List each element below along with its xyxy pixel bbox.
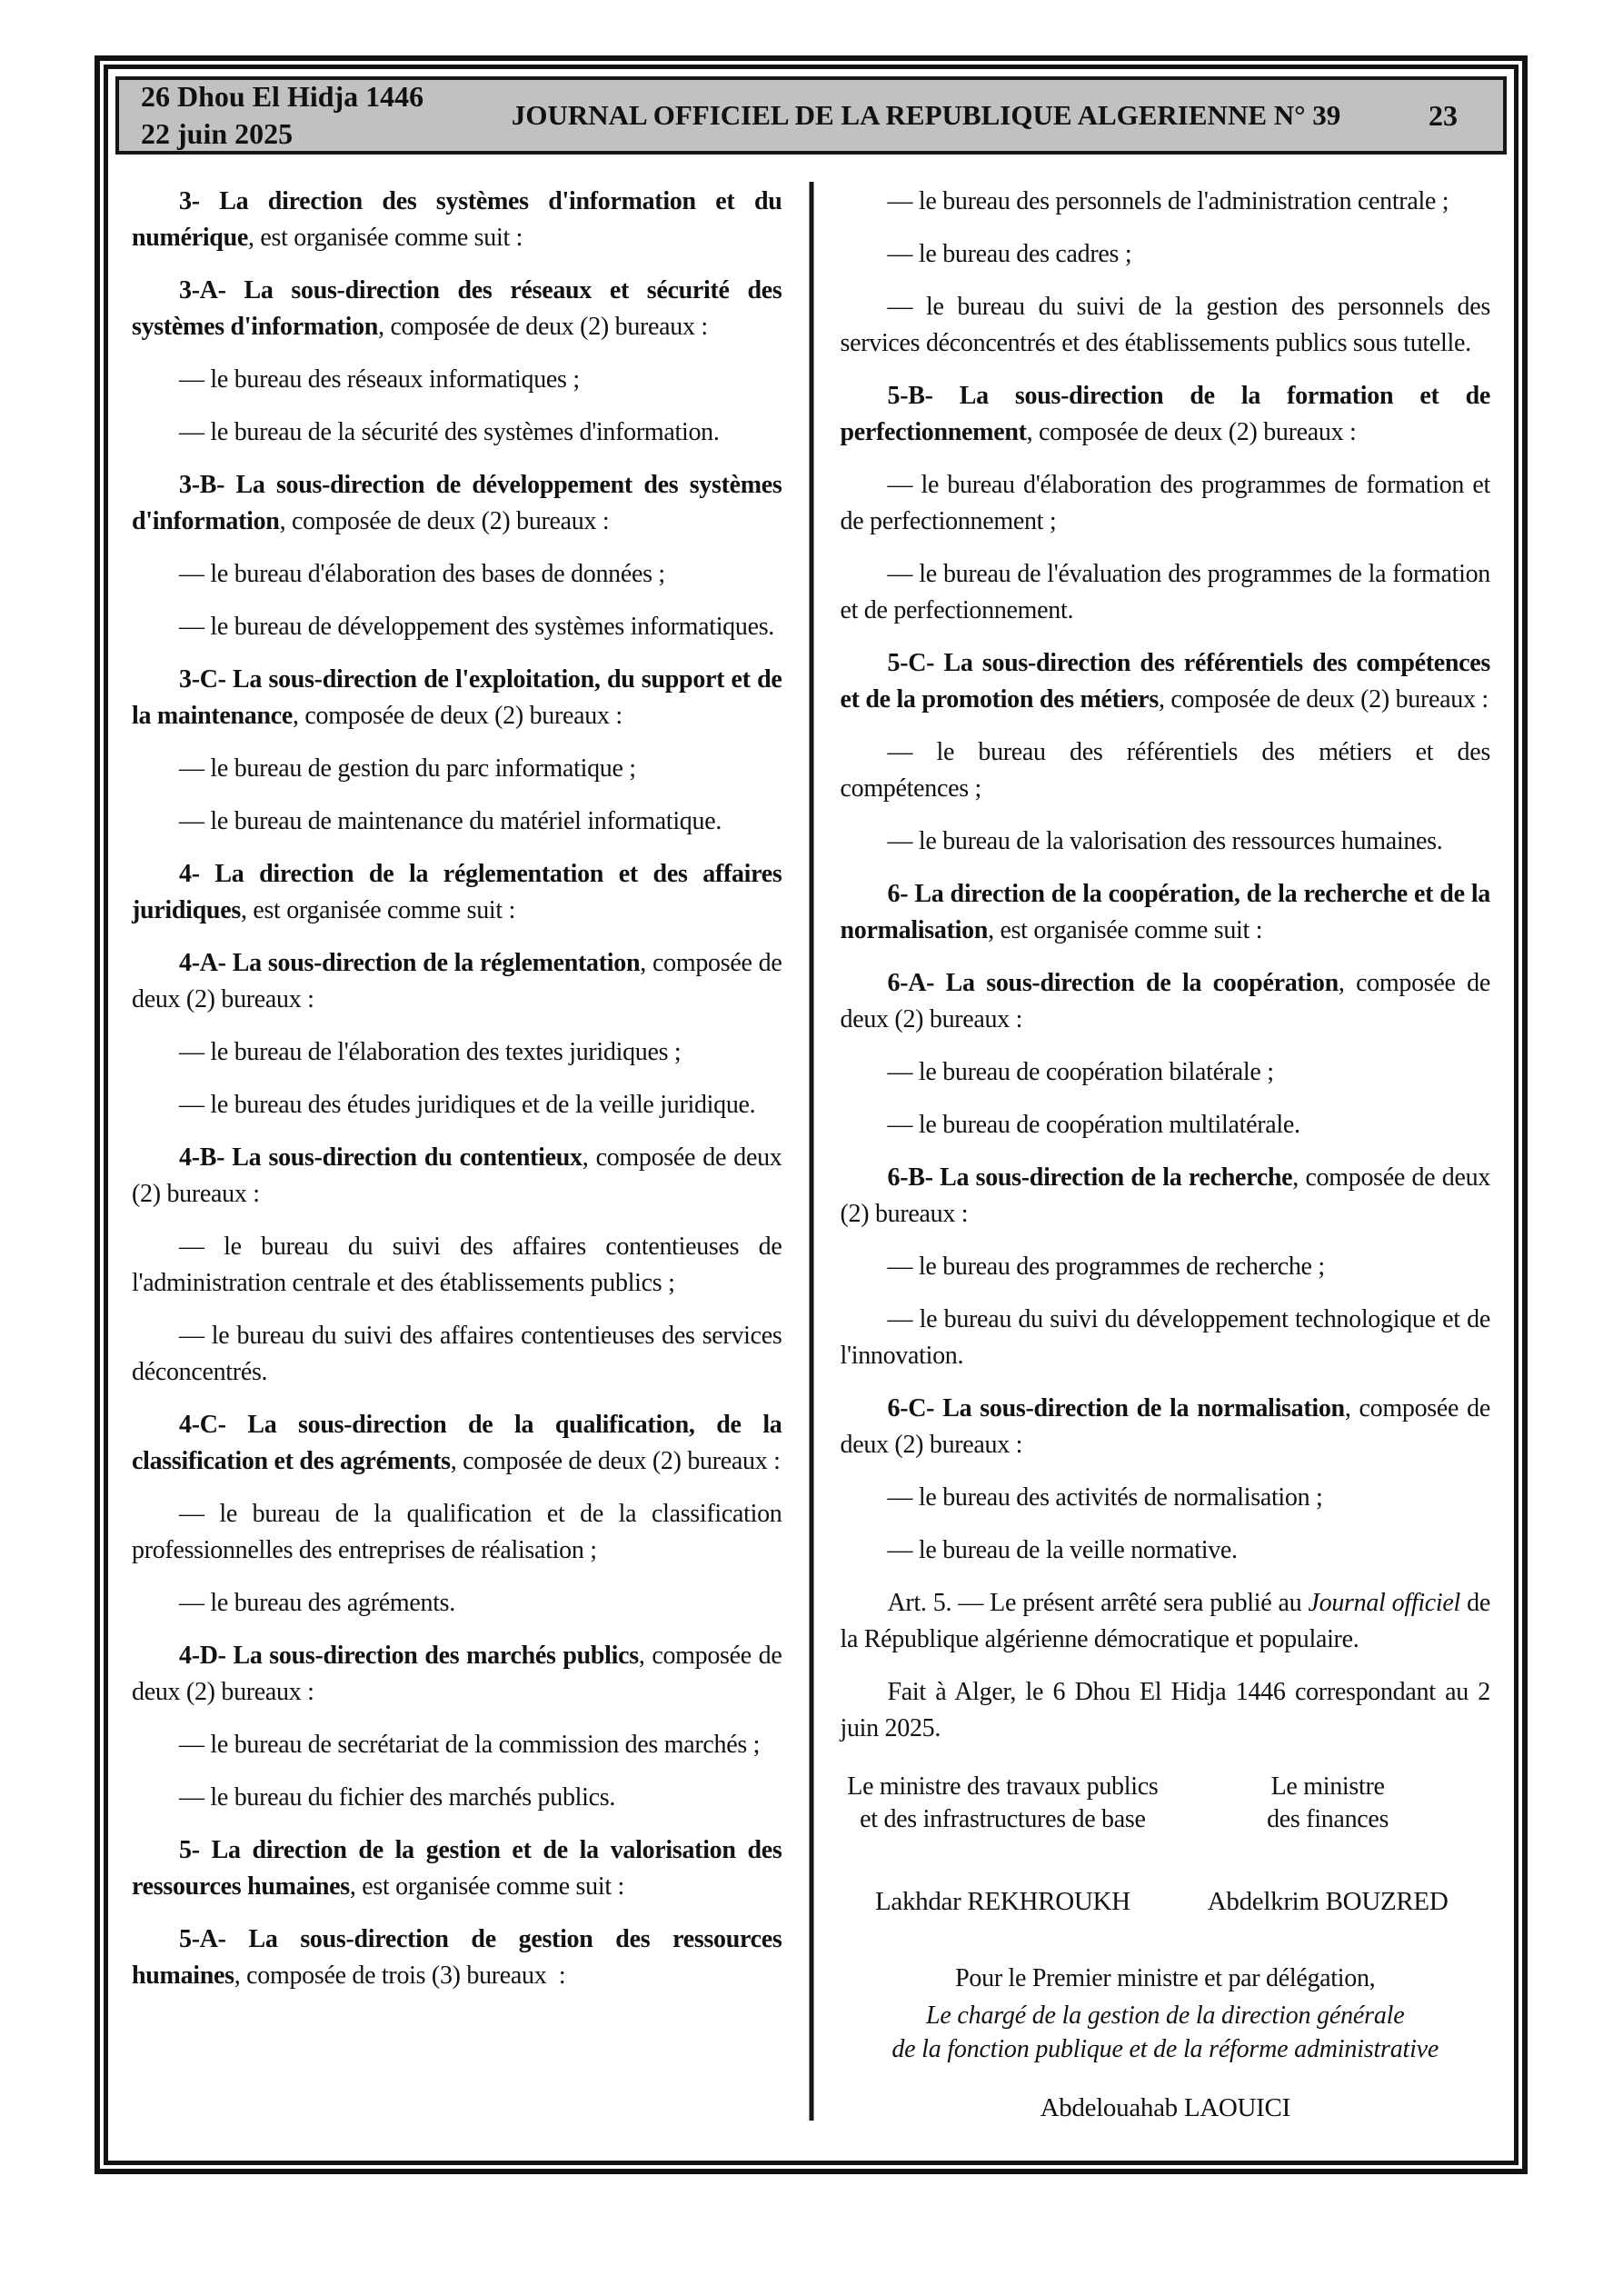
minister-role-left-line1: Le ministre des travaux publics (847, 1772, 1159, 1801)
paragraph: — le bureau de la veille normative. (887, 1536, 1238, 1564)
right-column-paragraphs (841, 184, 1491, 1747)
paragraph: — le bureau du suivi des affaires contentieuses des services déconcentrés. (132, 1322, 782, 1386)
left-column (132, 184, 812, 2161)
paragraph: 4-D- La sous-direction des marchés publics, composée de deux (2) bureaux : (132, 1642, 782, 1706)
paragraph: Art. 5. — Le présent arrêté sera publié au Journal officiel de la République algérienne démocratique et populaire. (840, 1589, 1491, 1653)
journal-title: JOURNAL OFFICIEL DE LA REPUBLIQUE ALGERIENNE N° 39 (511, 99, 1341, 131)
paragraph: 4-B- La sous-direction du contentieux, composée de deux (2) bureaux : (132, 1143, 782, 1208)
paragraph: — le bureau des programmes de recherche ; (887, 1253, 1325, 1281)
paragraph: 6-A- La sous-direction de la coopération, composée de deux (2) bureaux : (840, 969, 1490, 1033)
minister-role-right-line2: des finances (1267, 1805, 1389, 1833)
delegate-name: Abdelouahab LAOUICI (1040, 2093, 1290, 2122)
paragraph: — le bureau de maintenance du matériel informatique. (179, 807, 722, 835)
minister-role-left (841, 1771, 1166, 1836)
header-date-hijri: 26 Dhou El Hidja 1446 (141, 80, 424, 113)
minister-name-right: Abdelkrim BOUZRED (1207, 1887, 1449, 1916)
paragraph: — le bureau des agréments. (179, 1589, 455, 1617)
paragraph: 5-B- La sous-direction de la formation et de perfectionnement, composée de deux (2) bureaux : (840, 382, 1490, 446)
minister-role-left-line2: et des infrastructures de base (860, 1805, 1146, 1833)
paragraph: 3-A- La sous-direction des réseaux et sécurité des systèmes d'information, composée de deux (2) bureaux : (132, 276, 782, 341)
paragraph: 4-A- La sous-direction de la réglementation, composée de deux (2) bureaux : (132, 949, 782, 1013)
paragraph: — le bureau d'élaboration des programmes de formation et de perfectionnement ; (840, 471, 1490, 535)
paragraph: — le bureau de la valorisation des ressources humaines. (887, 827, 1443, 855)
header-date-gregorian: 22 juin 2025 (141, 117, 294, 150)
delegate-role (841, 1999, 1491, 2066)
paragraph: — le bureau du suivi de la gestion des personnels des services déconcentrés et des établissements publics sous tutelle. (840, 293, 1490, 357)
paragraph: — le bureau des réseaux informatiques ; (179, 365, 580, 394)
paragraph: — le bureau du fichier des marchés publics. (179, 1783, 616, 1812)
minister-name-left: Lakhdar REKHROUKH (874, 1887, 1130, 1916)
paragraph: — le bureau de gestion du parc informatique ; (179, 754, 636, 783)
minister-role-right-line1: Le ministre (1270, 1772, 1385, 1801)
paragraph: 6-B- La sous-direction de la recherche, composée de deux (2) bureaux : (840, 1163, 1490, 1228)
paragraph: 3- La direction des systèmes d'information et du numérique, est organisée comme suit : (132, 187, 782, 252)
paragraph: 5- La direction de la gestion et de la valorisation des ressources humaines, est organisée comme suit : (132, 1836, 782, 1901)
column-divider (809, 182, 813, 2121)
paragraph: — le bureau des activités de normalisation ; (887, 1483, 1323, 1512)
paragraph: — le bureau des cadres ; (887, 240, 1132, 268)
paragraph: — le bureau de la qualification et de la classification professionnelles des entreprises de réalisation ; (132, 1500, 782, 1564)
page-header-band (115, 76, 1507, 155)
paragraph: — le bureau des référentiels des métiers et des compétences ; (840, 738, 1490, 803)
paragraph: — le bureau du suivi du développement technologique et de l'innovation. (840, 1305, 1490, 1370)
delegation-line: Pour le Premier ministre et par délégation, (955, 1964, 1376, 1992)
minister-names-row (841, 1887, 1491, 1917)
paragraph: 6- La direction de la coopération, de la recherche et de la normalisation, est organisée comme suit : (840, 880, 1490, 944)
paragraph: — le bureau des études juridiques et de la veille juridique. (179, 1091, 756, 1119)
paragraph: — le bureau de secrétariat de la commission des marchés ; (179, 1731, 761, 1759)
paragraph: — le bureau de développement des systèmes informatiques. (179, 613, 775, 641)
page-content (108, 162, 1514, 2161)
paragraph: Fait à Alger, le 6 Dhou El Hidja 1446 correspondant au 2 juin 2025. (840, 1678, 1490, 1742)
minister-roles-row (841, 1771, 1491, 1836)
paragraph: 4- La direction de la réglementation et des affaires juridiques, est organisée comme suit : (132, 860, 782, 924)
right-column (812, 184, 1491, 2161)
paragraph: — le bureau de l'élaboration des textes juridiques ; (179, 1038, 682, 1066)
paragraph: — le bureau d'élaboration des bases de données ; (179, 560, 665, 588)
page-frame-inner (104, 65, 1518, 2165)
paragraph: — le bureau de coopération multilatérale. (887, 1111, 1300, 1139)
minister-role-right (1165, 1771, 1490, 1836)
paragraph: 5-C- La sous-direction des référentiels des compétences et de la promotion des métiers, composée de deux (2) bureaux : (840, 649, 1490, 714)
paragraph: 6-C- La sous-direction de la normalisation, composée de deux (2) bureaux : (840, 1394, 1490, 1459)
paragraph: — le bureau de l'évaluation des programmes de la formation et de perfectionnement. (840, 560, 1490, 624)
paragraph: 5-A- La sous-direction de gestion des ressources humaines, composée de trois (3) bureaux : (132, 1925, 782, 1990)
page-frame (95, 55, 1528, 2174)
paragraph: — le bureau de coopération bilatérale ; (887, 1058, 1274, 1086)
page-number: 23 (1429, 98, 1458, 132)
paragraph: 4-C- La sous-direction de la qualification, de la classification et des agréments, composée de deux (2) bureaux : (132, 1411, 782, 1475)
delegate-role-line2: de la fonction publique et de la réforme administrative (891, 2035, 1439, 2063)
paragraph: — le bureau de la sécurité des systèmes d'information. (179, 418, 720, 446)
header-dates (141, 78, 423, 153)
paragraph: 3-C- La sous-direction de l'exploitation, du support et de la maintenance, composée de deux (2) bureaux : (132, 665, 782, 730)
paragraph: — le bureau du suivi des affaires contentieuses de l'administration centrale et des établissements publics ; (132, 1233, 782, 1297)
paragraph: — le bureau des personnels de l'administration centrale ; (887, 187, 1449, 215)
delegate-role-line1: Le chargé de la gestion de la direction générale (926, 2002, 1405, 2030)
signature-block (841, 1771, 1491, 2123)
paragraph: 3-B- La sous-direction de développement des systèmes d'information, composée de deux (2) bureaux : (132, 471, 782, 535)
